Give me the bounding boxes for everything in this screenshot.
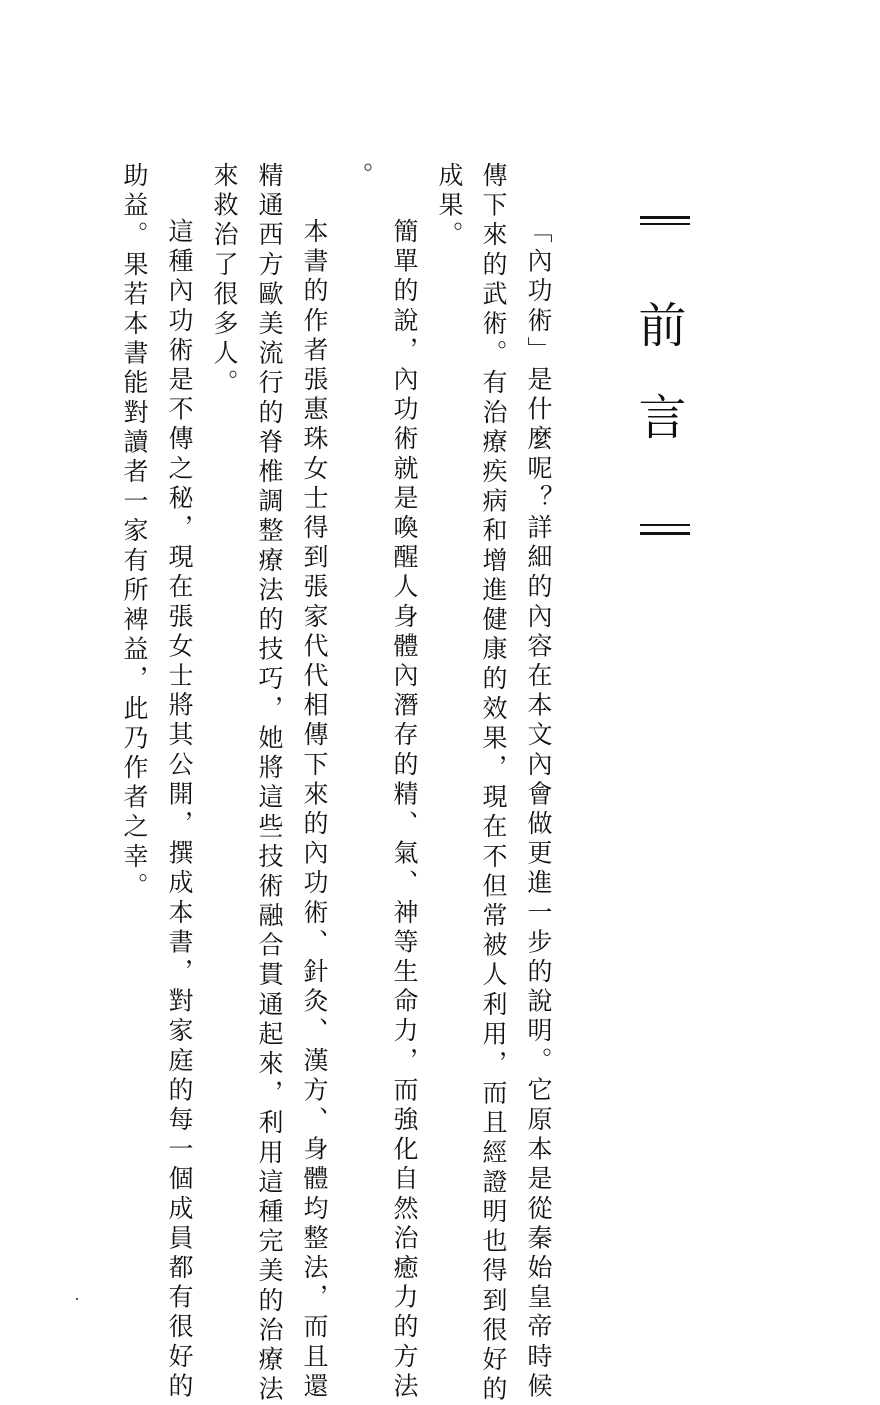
title-rule-bottom-2	[640, 532, 690, 535]
paragraph-1-line-1: 「內功術」是什麼呢？詳細的內容在本文內會做更進一步的說明。它原本是從秦始皇帝時候	[524, 218, 553, 1402]
paragraph-2-line-2: 。	[345, 162, 374, 192]
title-rule-top	[640, 216, 690, 219]
paragraph-3-line-1: 本書的作者張惠珠女士得到張家代代相傳下來的內功術、針灸、漢方、身體均整法，而且還	[300, 218, 329, 1402]
paragraph-4-line-1: 這種內功術是不傳之秘，現在張女士將其公開，撰成本書，對家庭的每一個成員都有很好的	[165, 218, 194, 1402]
paragraph-1-line-2: 傳下來的武術。有治療疾病和增進健康的效果，現在不但常被人利用，而且經證明也得到很好的	[479, 162, 508, 1405]
title-rule-top-2	[640, 223, 690, 225]
paragraph-1-line-3: 成果。	[435, 162, 464, 251]
paragraph-3-line-3: 來救治了很多人。	[210, 162, 239, 399]
paragraph-4-line-2: 助益。果若本書能對讀者一家有所裨益，此乃作者之幸。	[120, 162, 149, 902]
paragraph-3-line-2: 精通西方歐美流行的脊椎調整療法的技巧，她將這些技術融合貫通起來，利用這種完美的治療法	[255, 162, 284, 1405]
paragraph-2-line-1: 簡單的說，內功術就是喚醒人身體內潛存的精、氣、神等生命力，而強化自然治癒力的方法	[390, 218, 419, 1402]
page-title: 前言	[630, 300, 686, 484]
scan-speck	[76, 1298, 78, 1300]
title-rule-bottom	[640, 524, 690, 526]
